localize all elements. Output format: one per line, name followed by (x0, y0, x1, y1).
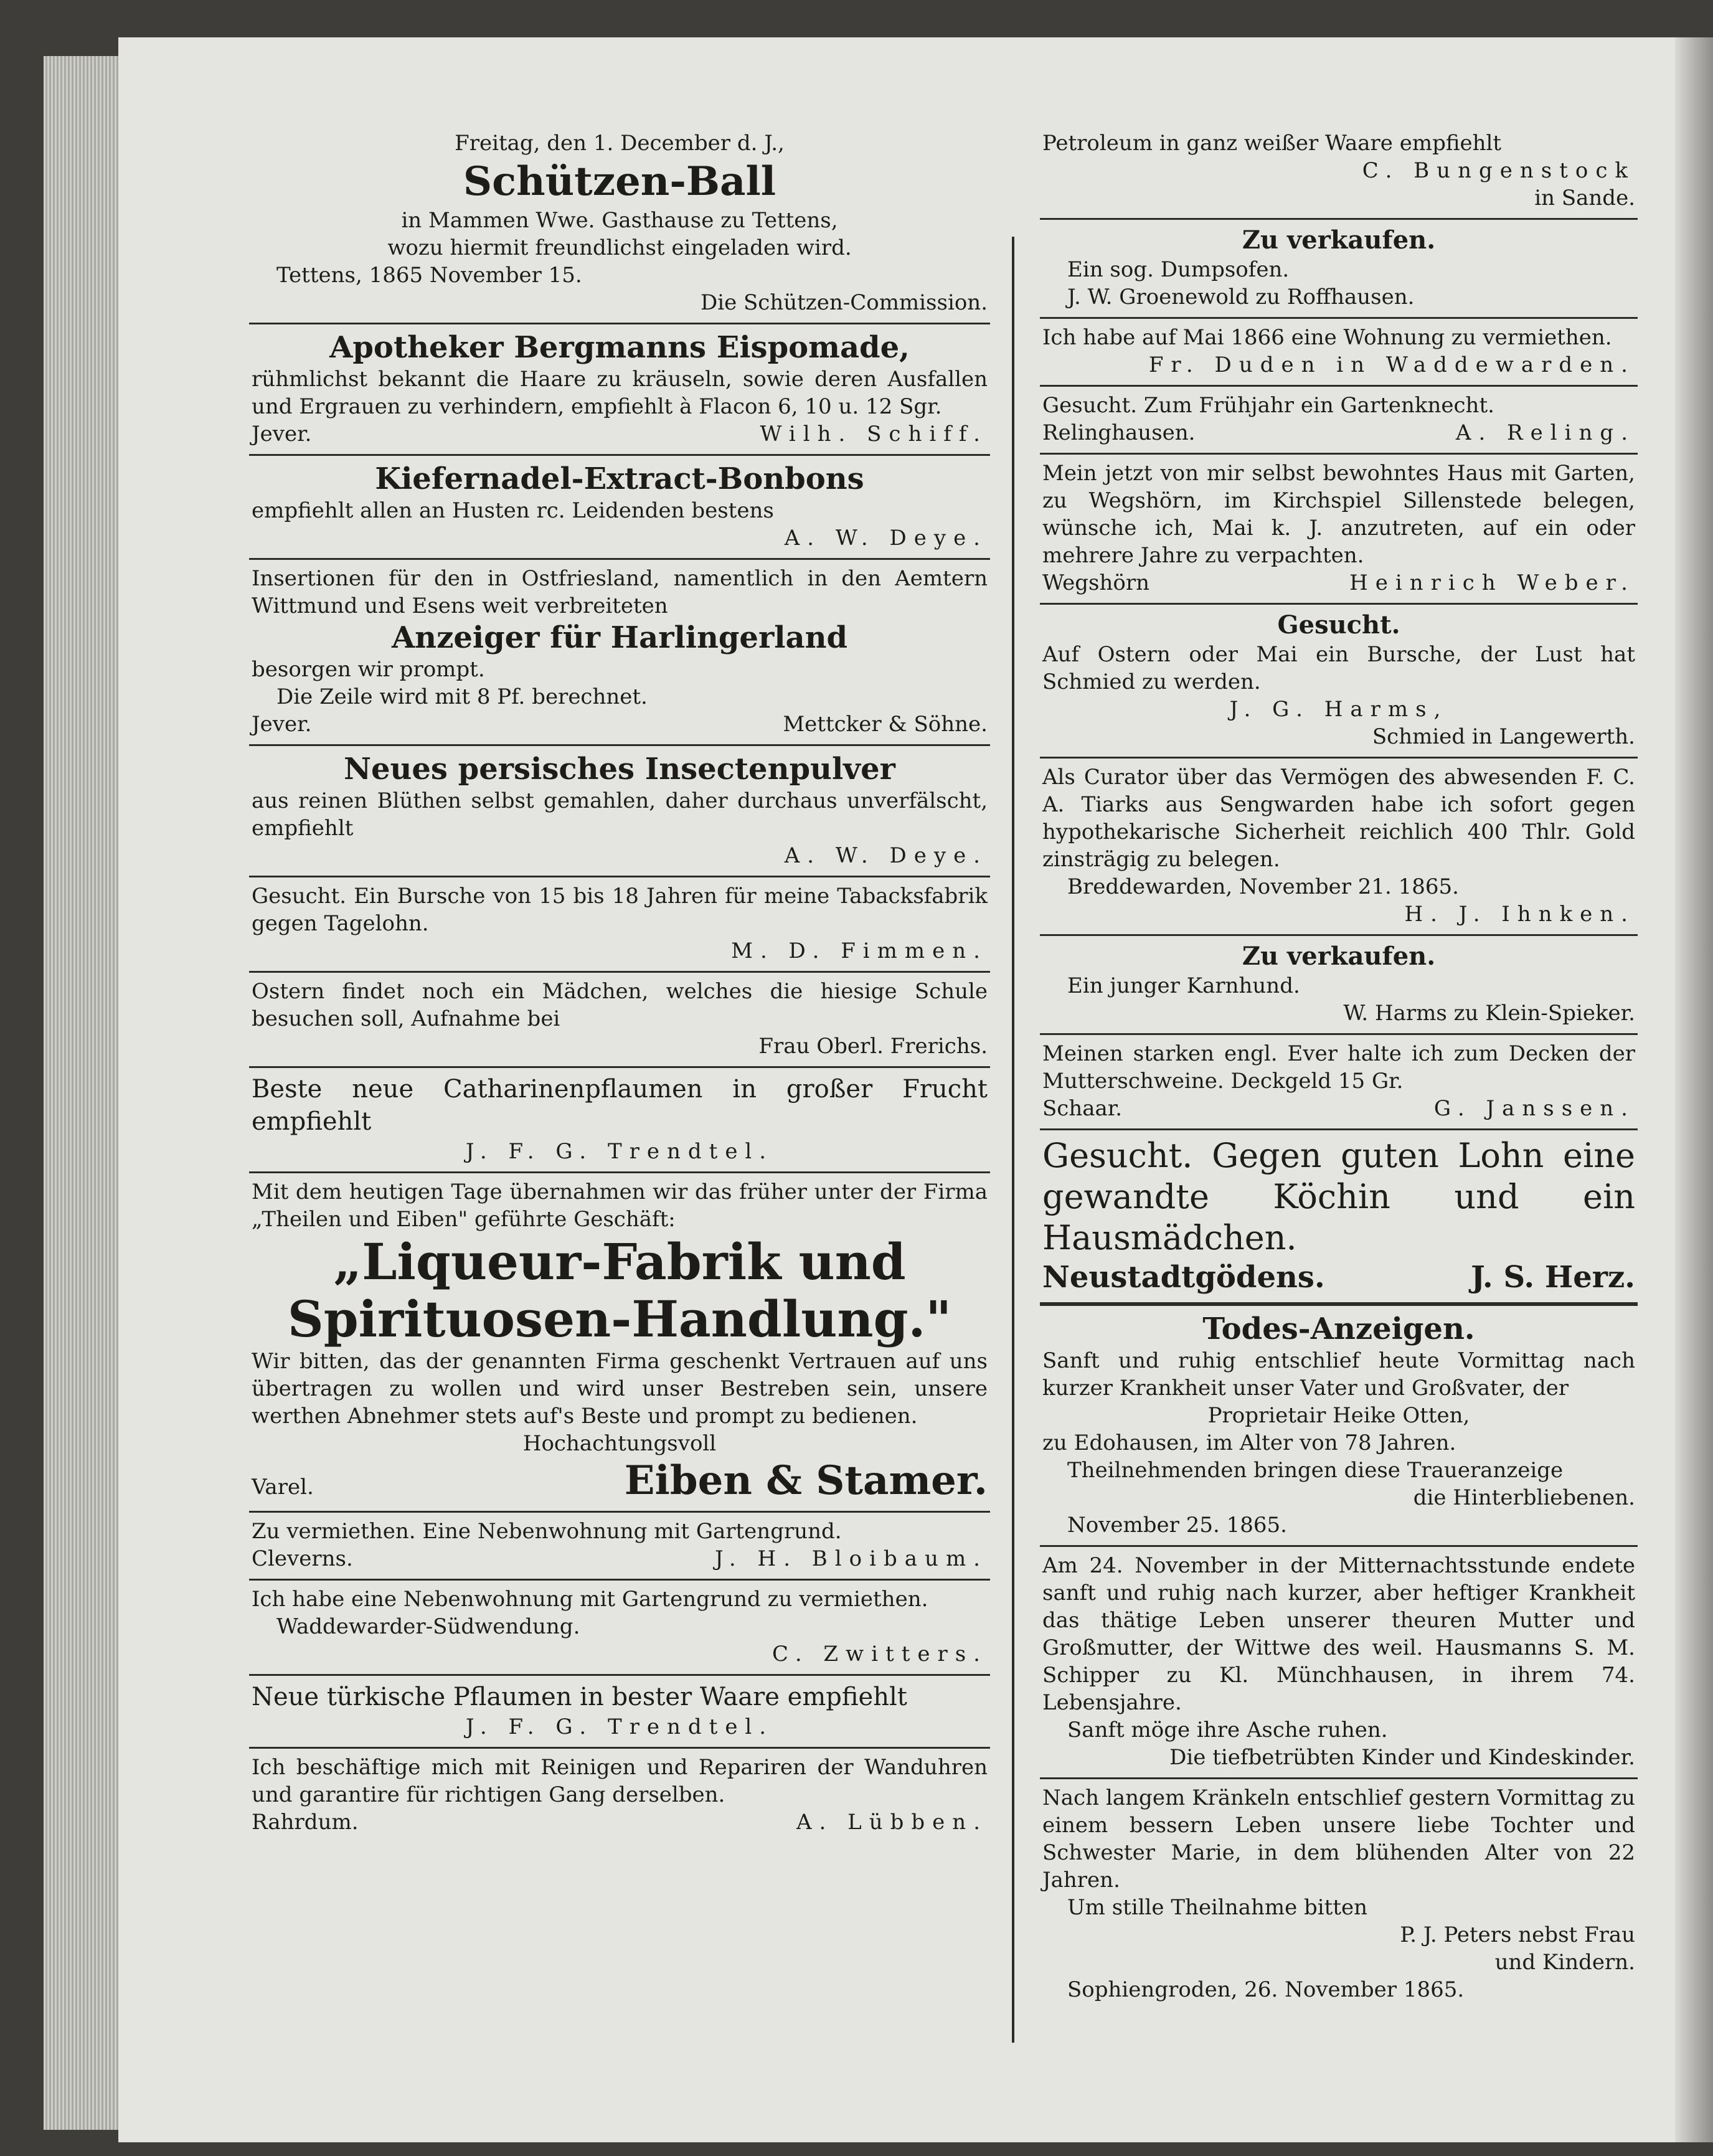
ad-text-line: Kiefernadel-Extract-Bonbons (375, 461, 864, 496)
ad-signature-row (252, 711, 988, 738)
ad-schuetzenball (249, 125, 990, 324)
ad-signature: Eiben & Stamer. (624, 1457, 988, 1504)
ad-catharinen (249, 1068, 990, 1173)
ad-bergmann (249, 324, 990, 456)
ad-zwitters (249, 1581, 990, 1676)
ad-text-line: J. F. G. Trendtel. (465, 1139, 774, 1164)
ad-text-line: Apotheker Bergmanns Eispomade, (329, 330, 910, 365)
ad-text-line: Schmied in Langewerth. (1372, 724, 1635, 749)
ad-place: Varel. (252, 1475, 314, 1500)
ad-kiefernadel (249, 456, 990, 560)
ad-signature-row (1042, 1259, 1635, 1296)
ad-otten (1040, 1306, 1638, 1547)
ad-weber (1040, 455, 1638, 605)
ad-text-line: Sophiengroden, 26. November 1865. (1067, 1977, 1465, 2002)
ad-text-line: C. Bungenstock (1362, 158, 1635, 183)
ad-text-line: Zu verkaufen. (1242, 225, 1436, 255)
ad-signature-row (252, 420, 988, 448)
ad-signature: Wilh. Schiff. (760, 422, 988, 447)
ad-text-line: Ich beschäftige mich mit Reinigen und Repariren der Wanduhren und garantire für richtigen Gang derselben. (252, 1755, 988, 1807)
ad-text-line: Mit dem heutigen Tage übernahmen wir das früher unter der Firma „Theilen und Eiben" geführte Geschäft: (252, 1180, 988, 1232)
ad-fimmen (249, 877, 990, 973)
ad-text-line: A. W. Deye. (784, 526, 988, 551)
ad-place: Rahrdum. (252, 1810, 359, 1835)
right-column (1040, 125, 1638, 2010)
ad-ihnken (1040, 759, 1638, 936)
ad-duden (1040, 319, 1638, 387)
ad-karnhund (1040, 936, 1638, 1035)
ad-tuerkische (249, 1676, 990, 1749)
ad-text-line: und Kindern. (1494, 1950, 1635, 1975)
ad-text-line: rühmlichst bekannt die Haare zu kräuseln, sowie deren Ausfallen und Ergrauen zu verhindern, empfiehlt à Flacon 6, 10 u. 12 Sgr. (252, 367, 988, 419)
ad-text-line: Anzeiger für Harlingerland (391, 620, 848, 655)
ad-text-line: Am 24. November in der Mitternachtsstunde endete sanft und ruhig nach kurzer, aber heftiger Krankheit das thätige Leben unserer theuren Mutter und Großmutter, der Wittwe des weil. Hausmanns S. M. Schipper zu Kl. Münchhausen, in ihrem 74. Lebensjahre. (1042, 1553, 1635, 1715)
ad-text-line: Als Curator über das Vermögen des abwesenden F. C. A. Tiarks aus Sengwarden habe ich sofort gegen hypothekarische Sicherheit reichlich 400 Thlr. Gold zinsträgig zu belegen. (1042, 765, 1635, 872)
ad-luebben (249, 1749, 990, 1842)
ad-signature: J. H. Bloibaum. (714, 1546, 988, 1571)
ad-text-line: Proprietair Heike Otten, (1207, 1403, 1470, 1428)
ad-text-line: J. F. G. Trendtel. (465, 1714, 774, 1739)
ad-signature: J. S. Herz. (1471, 1260, 1635, 1295)
ad-text-line: Auf Ostern oder Mai ein Bursche, der Lust hat Schmied zu werden. (1042, 642, 1635, 694)
ad-frerichs (249, 973, 990, 1068)
ad-signature-row (1042, 419, 1635, 447)
ad-text-line: Gesucht. Ein Bursche von 15 bis 18 Jahren für meine Tabacksfabrik gegen Tagelohn. (252, 884, 988, 936)
ad-text-line: Ein junger Karnhund. (1067, 973, 1300, 998)
ad-text-line: Insertionen für den in Ostfriesland, namentlich in den Aemtern Wittmund und Esens weit verbreiteten (252, 566, 988, 618)
ad-place: Neustadtgödens. (1042, 1260, 1325, 1295)
ad-place: Cleverns. (252, 1546, 353, 1571)
ad-text-line: Frau Oberl. Frerichs. (758, 1034, 988, 1059)
ad-signature: Mettcker & Söhne. (783, 712, 988, 737)
ad-text-line: H. J. Ihnken. (1404, 902, 1635, 927)
ad-text-line: J. G. Harms, (1229, 697, 1448, 722)
ad-text-line: C. Zwitters. (772, 1642, 988, 1667)
ad-signature-row (252, 1808, 988, 1836)
ad-text-line: Ein sog. Dumpsofen. (1067, 257, 1290, 282)
ad-text-line: in Sande. (1534, 186, 1635, 210)
ad-signature-row (1042, 569, 1635, 597)
ad-text-line: Freitag, den 1. December d. J., (455, 131, 785, 156)
ad-text-line: Gesucht. Gegen guten Lohn eine gewandte Köchin und ein Hausmädchen. (1042, 1136, 1635, 1257)
ad-text-line: Um stille Theilnahme bitten (1067, 1895, 1368, 1920)
ad-place: Jever. (252, 712, 312, 737)
ad-signature: G. Janssen. (1433, 1096, 1635, 1121)
ad-text-line: Nach langem Kränkeln entschlief gestern Vormittag zu einem bessern Leben unsere liebe Tochter und Schwester Marie, in dem blühenden Alter von 22 Jahren. (1042, 1785, 1635, 1893)
ad-text-line: „Liqueur-Fabrik und (333, 1232, 906, 1291)
ad-text-line: Zu vermiethen. Eine Nebenwohnung mit Gartengrund. (252, 1519, 842, 1544)
left-column (249, 125, 990, 1842)
ad-text-line: wozu hiermit freundlichst eingeladen wird. (387, 235, 852, 260)
ad-schipper (1040, 1547, 1638, 1779)
ad-signature: A. Reling. (1455, 420, 1635, 445)
ad-text-line: Petroleum in ganz weißer Waare empfiehlt (1042, 131, 1502, 156)
ad-text-line: Waddewarder-Südwendung. (276, 1614, 580, 1639)
ad-signature-row (252, 1545, 988, 1572)
ad-text-line: Gesucht. Zum Frühjahr ein Gartenknecht. (1042, 393, 1494, 418)
ad-place: Jever. (252, 422, 312, 447)
ad-text-line: Ostern findet noch ein Mädchen, welches die hiesige Schule besuchen soll, Aufnahme bei (252, 979, 988, 1031)
ad-text-line: Ich habe eine Nebenwohnung mit Gartengrund zu vermiethen. (252, 1587, 928, 1612)
ad-text-line: Die Schützen-Commission. (700, 290, 988, 315)
ad-text-line: Spirituosen-Handlung." (287, 1290, 952, 1348)
ad-peters (1040, 1779, 1638, 2010)
ad-text-line: Sanft und ruhig entschlief heute Vormittag nach kurzer Krankheit unser Vater und Großvater, der (1042, 1348, 1635, 1401)
ad-text-line: Ich habe auf Mai 1866 eine Wohnung zu vermiethen. (1042, 325, 1612, 350)
ad-text-line: Todes-Anzeigen. (1202, 1312, 1475, 1346)
ad-reling (1040, 387, 1638, 455)
ad-text-line: Beste neue Catharinenpflaumen in großer Frucht empfiehlt (252, 1075, 988, 1136)
ad-text-line: Die Zeile wird mit 8 Pf. berechnet. (276, 684, 648, 709)
ad-text-line: M. D. Fimmen. (731, 939, 988, 963)
column-divider (1012, 237, 1014, 2043)
ad-petroleum (1040, 125, 1638, 220)
ad-text-line: in Mammen Wwe. Gasthause zu Tettens, (401, 208, 838, 233)
ad-text-line: zu Edohausen, im Alter von 78 Jahren. (1042, 1430, 1456, 1455)
ad-text-line: November 25. 1865. (1067, 1513, 1287, 1538)
ad-text-line: Meinen starken engl. Ever halte ich zum Decken der Mutterschweine. Deckgeld 15 Gr. (1042, 1041, 1635, 1094)
ad-text-line: Neue türkische Pflaumen in bester Waare empfiehlt (252, 1683, 907, 1711)
ad-text-line: Theilnehmenden bringen diese Traueranzeige (1067, 1458, 1564, 1483)
ad-text-line: A. W. Deye. (784, 843, 988, 868)
ad-signature-row (1042, 1095, 1635, 1122)
ad-dumpsofen (1040, 220, 1638, 319)
ad-text-line: Tettens, 1865 November 15. (276, 263, 582, 288)
ad-text-line: P. J. Peters nebst Frau (1400, 1922, 1635, 1947)
ad-text-line: Neues persisches Insectenpulver (344, 752, 895, 787)
ad-text-line: die Hinterbliebenen. (1413, 1485, 1635, 1510)
ad-text-line: besorgen wir prompt. (252, 657, 485, 682)
ad-janssen (1040, 1035, 1638, 1130)
ad-text-line: Fr. Duden in Waddewarden. (1148, 352, 1635, 377)
ad-insectenpulver (249, 746, 990, 877)
ad-signature: A. Lübben. (796, 1810, 988, 1835)
ad-bloibaum (249, 1513, 990, 1581)
ad-place: Relinghausen. (1042, 420, 1196, 445)
ad-text-line: aus reinen Blüthen selbst gemahlen, daher durchaus unverfälscht, empfiehlt (252, 788, 988, 841)
ad-herz (1040, 1130, 1638, 1306)
page-gutter-shadow (1675, 37, 1713, 2142)
ad-text-line: Mein jetzt von mir selbst bewohntes Haus mit Garten, zu Wegshörn, im Kirchspiel Sillenstede belegen, wünsche ich, Mai k. J. anzutreten, auf ein oder mehrere Jahre zu verpachten. (1042, 461, 1635, 568)
ad-text-line: Sanft möge ihre Asche ruhen. (1067, 1718, 1388, 1742)
ad-signature-row (252, 1457, 988, 1505)
ad-text-line: Die tiefbetrübten Kinder und Kindeskinder. (1169, 1745, 1635, 1770)
book-page-edge (44, 56, 118, 2130)
ad-signature: Heinrich Weber. (1349, 570, 1635, 595)
ad-text-line: W. Harms zu Klein-Spieker. (1343, 1001, 1635, 1026)
ad-harms (1040, 605, 1638, 759)
ad-text-line: Breddewarden, November 21. 1865. (1067, 874, 1459, 899)
ad-insertionen (249, 560, 990, 746)
ad-place: Schaar. (1042, 1096, 1123, 1121)
ad-text-line: J. W. Groenewold zu Roffhausen. (1067, 285, 1415, 310)
ad-text-line: Gesucht. (1277, 610, 1400, 640)
ad-text-line: Wir bitten, das der genannten Firma geschenkt Vertrauen auf uns übertragen zu wollen und wird unser Bestreben sein, unsere werthen Abnehmer stets auf's Beste und prompt zu bedienen. (252, 1349, 988, 1429)
ad-liqueur (249, 1173, 990, 1513)
ad-text-line: Schützen-Ball (463, 158, 776, 205)
ad-text-line: Zu verkaufen. (1242, 942, 1436, 971)
ad-text-line: Hochachtungsvoll (522, 1431, 717, 1456)
ad-place: Wegshörn (1042, 570, 1150, 595)
ad-text-line: empfiehlt allen an Husten rc. Leidenden bestens (252, 498, 774, 523)
